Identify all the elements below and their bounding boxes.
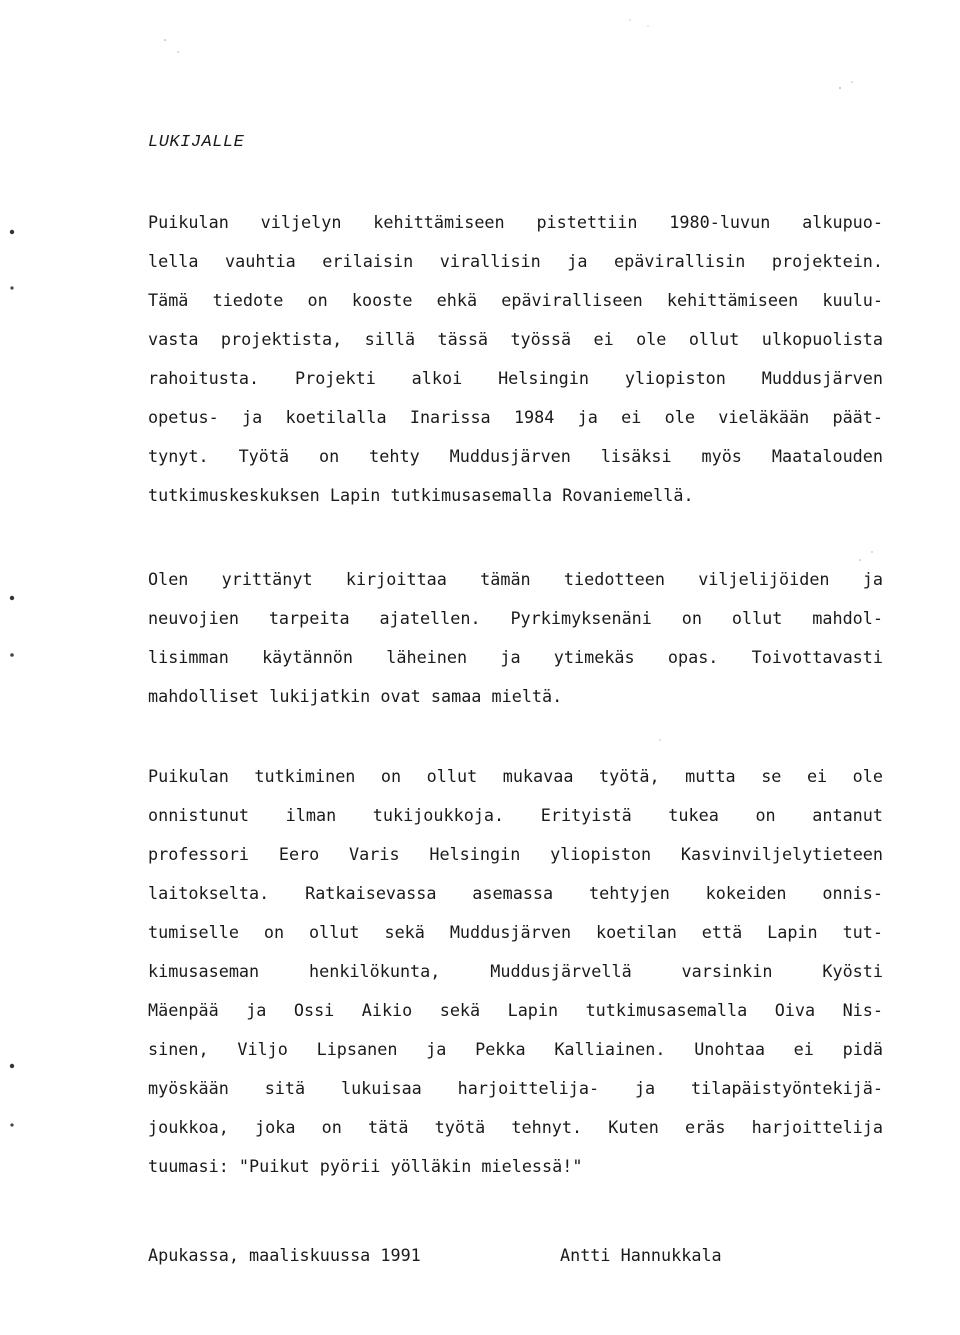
- text-line: professori Eero Varis Helsingin yliopiston Kasvinviljelytieteen: [148, 844, 883, 864]
- text-line: mahdolliset lukijatkin ovat samaa mieltä.: [148, 686, 563, 706]
- text-line: neuvojien tarpeita ajatellen. Pyrkimyksenäni on ollut mahdol-: [148, 608, 883, 628]
- text-line: rahoitusta. Projekti alkoi Helsingin yliopiston Muddusjärven: [148, 368, 883, 388]
- text-line: tutkimuskeskuksen Lapin tutkimusasemalla Rovaniemellä.: [148, 485, 694, 505]
- text-line: Puikulan viljelyn kehittämiseen pistettiin 1980-luvun alkupuo-: [148, 212, 883, 232]
- paragraph-acknowledgements: [148, 757, 883, 1186]
- text-line: joukkoa, joka on tätä työtä tehnyt. Kuten eräs harjoittelija: [148, 1117, 883, 1137]
- page-title: LUKIJALLE: [148, 133, 245, 152]
- text-line: laitokselta. Ratkaisevassa asemassa tehtyjen kokeiden onnis-: [148, 883, 883, 903]
- text-line: Tämä tiedote on kooste ehkä epäviralliseen kehittämiseen kuulu-: [148, 290, 883, 310]
- text-line: kimusaseman henkilökunta, Muddusjärvellä varsinkin Kyösti: [148, 961, 883, 981]
- text-line: Puikulan tutkiminen on ollut mukavaa työtä, mutta se ei ole: [148, 766, 883, 786]
- author-name: Antti Hannukkala: [560, 1245, 722, 1265]
- paragraph-intro: [148, 203, 883, 515]
- place-and-date: Apukassa, maaliskuussa 1991: [148, 1245, 421, 1265]
- text-line: tynyt. Työtä on tehty Muddusjärven lisäksi myös Maatalouden: [148, 446, 883, 466]
- text-line: myöskään sitä lukuisaa harjoittelija- ja tilapäistyöntekijä-: [148, 1078, 883, 1098]
- text-line: vasta projektista, sillä tässä työssä ei ole ollut ulkopuolista: [148, 329, 883, 349]
- text-line: onnistunut ilman tukijoukkoja. Erityistä tukea on antanut: [148, 805, 883, 825]
- text-line: opetus- ja koetilalla Inarissa 1984 ja ei ole vieläkään päät-: [148, 407, 883, 427]
- text-line: Mäenpää ja Ossi Aikio sekä Lapin tutkimusasemalla Oiva Nis-: [148, 1000, 883, 1020]
- text-line: lella vauhtia erilaisin virallisin ja epävirallisin projektein.: [148, 251, 883, 271]
- text-line: sinen, Viljo Lipsanen ja Pekka Kalliainen. Unohtaa ei pidä: [148, 1039, 883, 1059]
- text-line: tumiselle on ollut sekä Muddusjärven koetilan että Lapin tut-: [148, 922, 883, 942]
- signature-block: [148, 1236, 883, 1275]
- text-line: Olen yrittänyt kirjoittaa tämän tiedotteen viljelijöiden ja: [148, 569, 883, 589]
- text-line: lisimman käytännön läheinen ja ytimekäs opas. Toivottavasti: [148, 647, 883, 667]
- paragraph-purpose: [148, 560, 883, 716]
- text-line: tuumasi: "Puikut pyörii yölläkin mielessä!": [148, 1156, 583, 1176]
